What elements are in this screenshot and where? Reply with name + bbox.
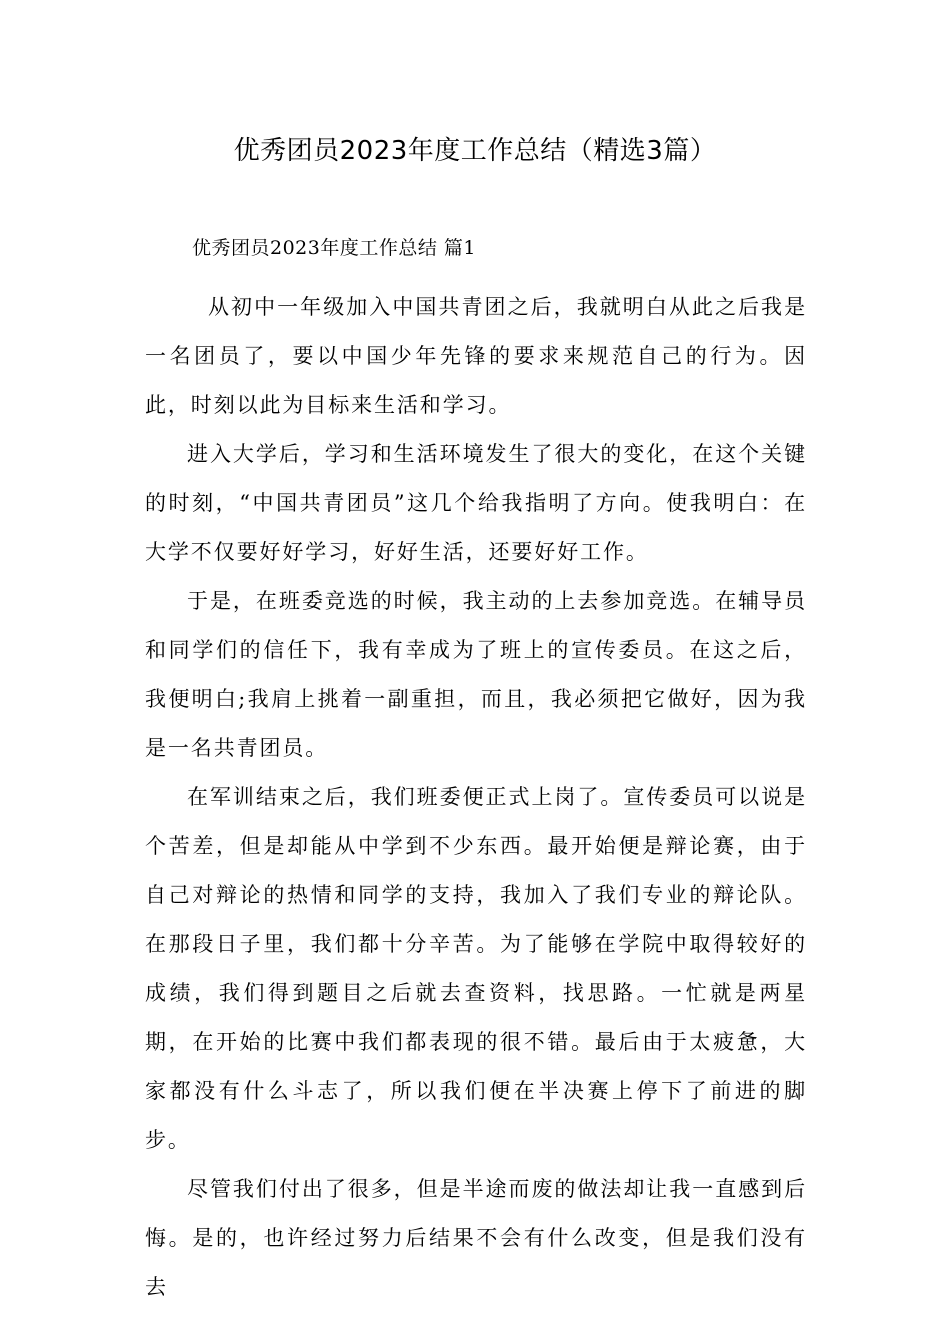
document-body [145, 232, 807, 1312]
document-title: 优秀团员2023年度工作总结（精选3篇） [233, 136, 717, 166]
section-heading: 优秀团员2023年度工作总结 篇1 [192, 237, 476, 259]
paragraph-2: 进入大学后，学习和生活环境发生了很大的变化，在这个关键的时刻，“中国共青团员”这几个给我指明了方向。使我明白：在大学不仅要好好学习，好好生活，还要好好工作。 [145, 442, 807, 564]
paragraph-4: 在军训结束之后，我们班委便正式上岗了。宣传委员可以说是个苦差，但是却能从中学到不少东西。最开始便是辩论赛，由于自己对辩论的热情和同学的支持，我加入了我们专业的辩论队。在那段日子里，我们都十分辛苦。为了能够在学院中取得较好的成绩，我们得到题目之后就去查资料，找思路。一忙就是两星期，在开始的比赛中我们都表现的很不错。最后由于太疲惫，大家都没有什么斗志了，所以我们便在半决赛上停下了前进的脚步。 [145, 785, 807, 1152]
paragraph-5: 尽管我们付出了很多，但是半途而废的做法却让我一直感到后悔。是的，也许经过努力后结果不会有什么改变，但是我们没有去 [145, 1177, 807, 1299]
paragraph-3: 于是，在班委竞选的时候，我主动的上去参加竞选。在辅导员和同学们的信任下，我有幸成为了班上的宣传委员。在这之后，我便明白;我肩上挑着一副重担，而且，我必须把它做好，因为我是一名共青团员。 [145, 589, 807, 760]
paragraph-1: 从初中一年级加入中国共青团之后，我就明白从此之后我是一名团员了，要以中国少年先锋的要求来规范自己的行为。因此，时刻以此为目标来生活和学习。 [145, 295, 807, 417]
